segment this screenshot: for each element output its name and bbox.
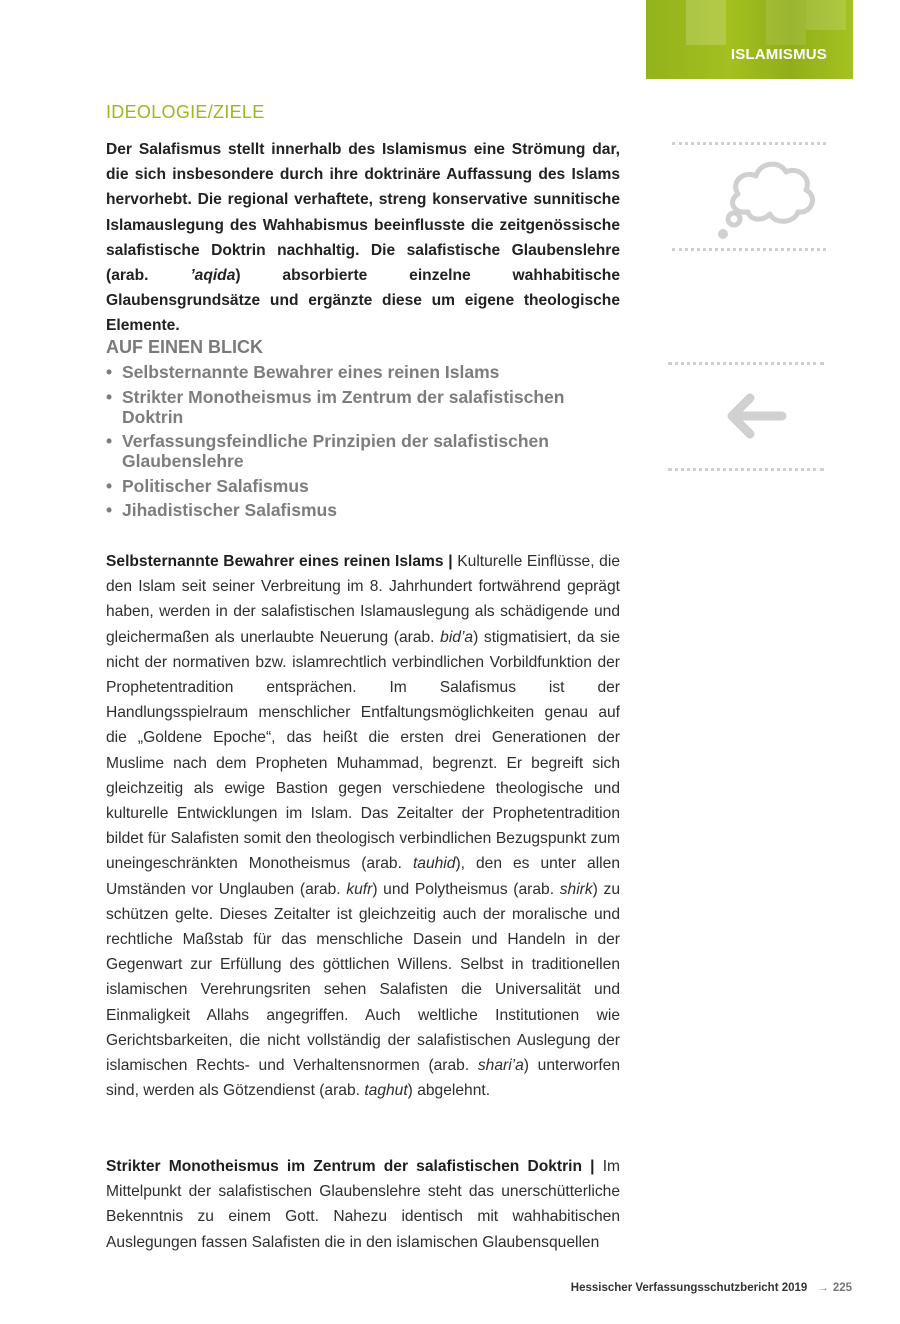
section-heading: IDEOLOGIE/ZIELE — [106, 102, 265, 122]
arrow-right-icon: → — [817, 1282, 829, 1294]
list-item: • Selbsternannte Bewahrer eines reinen Islams — [106, 362, 500, 382]
section-tag-label: ISLAMISMUS — [730, 46, 827, 63]
list-item: • Strikter Monotheismus im Zentrum der salafistischen Doktrin — [106, 386, 565, 427]
dotted-divider — [672, 248, 826, 251]
body-paragraph-2: Strikter Monotheismus im Zentrum der salafistischen Doktrin | Im Mittelpunkt der salafistischen Glaubenslehre steht das unerschütterliche Bekenntnis zu einem Gott. Nahezu identisch mit wahhabitischen Auslegungen fassen Salafisten die in den islamischen Glaubensquellen — [106, 1158, 621, 1251]
at-a-glance-heading: AUF EINEN BLICK — [106, 337, 263, 357]
publication-title: Hessischer Verfassungsschutzbericht 2019 — [570, 1282, 808, 1294]
list-item: • Politischer Salafismus — [106, 475, 309, 496]
page-footer — [571, 1282, 852, 1294]
arrow-left-icon — [668, 362, 823, 472]
section-tag — [646, 0, 853, 79]
list-item: • Jihadistischer Salafismus — [106, 500, 337, 520]
intro-paragraph: Der Salafismus stellt innerhalb des Islamismus eine Strömung dar, die sich insbesondere durch ihre doktrinäre Auffassung des Islams hervorhebt. Die regional verhaftete, streng konservative sunnitische Islamauslegung des Wahhabismus beeinflusste die zeitgenössische salafistische Doktrin nachhaltig. Die salafistische Glaubenslehre (arab. ’aqida) absorbierte einzelne wahhabitische Glaubensgrundsätze und ergänzte diese um eigene theologische Elemente. — [106, 141, 620, 335]
at-a-glance-list — [106, 362, 620, 525]
body-paragraph-1: Selbsternannte Bewahrer eines reinen Islams | Kulturelle Einflüsse, die den Islam seit seiner Verbreitung im 8. Jahrhundert fortwährend geprägt haben, werden in der salafistischen Islamauslegung als schädigende und gleichermaßen als unerlaubte Neuerung (arab. bid’a) stigmatisiert, da sie nicht der normativen bzw. islamrechtlich verbindlichen Vorbildfunktion der Prophetentradition entsprächen. Im Salafismus ist der Handlungsspielraum menschlicher Entfaltungsmöglichkeiten genau auf die „Goldene Epoche“, das heißt die ersten drei Generationen der Muslime nach dem Propheten Muhammad, begrenzt. Er begreift sich gleichzeitig als ewige Bastion gegen verschiedene theologische und kulturelle Entwicklungen im Islam. Das Zeitalter der Prophetentradition bildet für Salafisten somit den theologisch verbindlichen Bezugspunkt zum uneingeschränkten Monotheismus (arab. tauhid), den es unter allen Umständen vor Unglauben (arab. kufr) und Polytheismus (arab. shirk) zu schützen gelte. Dieses Zeitalter ist gleichzeitig auch der moralische und rechtliche Maßstab für das menschliche Dasein und Handeln in der Gegenwart zur Erfüllung des göttlichen Willens. Selbst in traditionellen islamischen Verehrungsriten sehen Salafisten die Universalität und Einmaligkeit Allahs angegriffen. Auch weltliche Institutionen wie Gerichtsbarkeiten, die nicht vollständig der salafistischen Auslegung der islamischen Rechts- und Verhaltensnormen (arab. shari’a) unterworfen sind, werden als Götzendienst (arab. taghut) abgelehnt. — [106, 553, 621, 1100]
page-number: 225 — [832, 1282, 852, 1294]
dotted-divider — [668, 468, 824, 471]
list-item: • Verfassungsfeindliche Prinzipien der salafistischen Glaubenslehre — [106, 431, 549, 471]
thought-bubble-icon — [670, 142, 825, 252]
